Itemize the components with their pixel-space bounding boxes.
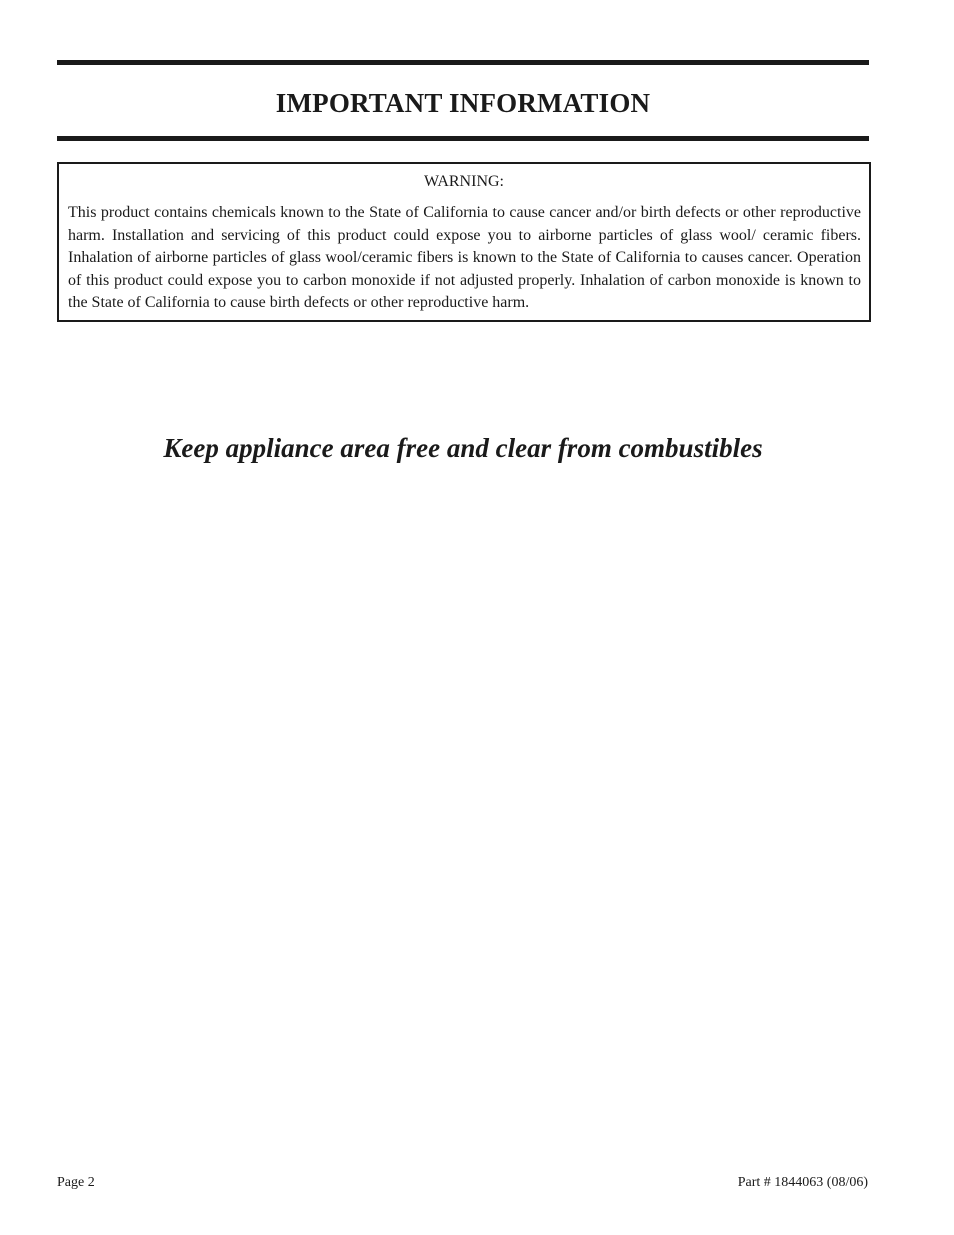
warning-heading: WARNING: <box>424 173 504 190</box>
page-number: Page 2 <box>57 1175 95 1190</box>
header-top-rule <box>57 60 869 65</box>
combustibles-tagline: Keep appliance area free and clear from combustibles <box>163 433 763 463</box>
header-bottom-rule <box>57 136 869 141</box>
part-number: Part # 1844063 (08/06) <box>737 1175 868 1190</box>
warning-box <box>57 162 871 322</box>
warning-text: This product contains chemicals known to the State of California to cause cancer and/or birth defects or other reproductive harm. Installation and servicing of this product could expose you to airborne particles of glass wool/ ceramic fibers. Inhalation of airborne particles of glass wool/ceramic fibers is known to the State of California to causes cancer. Operation of this product could expose you to carbon monoxide if not adjusted properly. Inhalation of carbon monoxide is known to the State of California to cause birth defects or other reproductive harm. <box>68 204 861 311</box>
page-title: IMPORTANT INFORMATION <box>275 88 651 118</box>
